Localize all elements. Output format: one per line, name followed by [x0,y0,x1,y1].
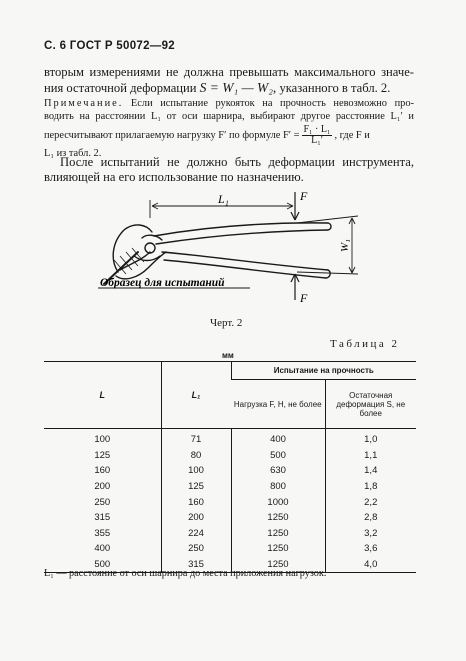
label-L1: L₁ [218,192,229,206]
table-row [44,526,416,542]
paragraph-line [44,80,414,96]
note-label: Примечание. [44,98,124,109]
table-cell: 3,6 [325,541,416,557]
group-header: Испытание на прочность [231,362,416,380]
note-line: L₁ из табл. 2. [44,148,102,159]
table-row [44,494,416,510]
table-cell: 1,8 [325,479,416,495]
table-cell: 630 [231,463,325,479]
table-cell: 100 [44,429,161,448]
table-cell: 3,2 [325,526,416,542]
specimen-label: Образец для испытаний [100,277,225,289]
paragraph-line: После испытаний не должно быть деформации инструмента, [60,155,414,169]
note-block [44,97,414,160]
table-cell: 2,2 [325,494,416,510]
table-cell: 800 [231,479,325,495]
table-cell: 1,4 [325,463,416,479]
table-cell: 1250 [231,526,325,542]
table-cell: 160 [94,465,111,477]
paragraph-deformation [44,65,414,96]
table-cell: 200 [94,481,111,493]
table-cell: 500 [44,557,161,573]
table-cell: 250 [161,541,231,557]
deformation-formula: S = W₁ — W₂, [199,80,277,95]
table-cell: 400 [231,429,325,448]
label-F-bottom: F [300,291,308,305]
text-span: ния остаточной деформации [44,81,200,95]
table-cell: 1,1 [325,448,416,464]
table-cell: 1250 [231,557,325,573]
table-footnote: L₁ — расстояние от оси шарнира до места приложения нагрузок. [44,568,327,579]
label-F-top: F [300,190,308,203]
page-header: С. 6 ГОСТ Р 50072—92 [44,40,175,52]
col-header-L1: L₁ [161,362,231,429]
col-header-load: Нагрузка F, Н, не более [231,380,325,429]
table-cell: 160 [161,494,231,510]
text-span: , где F и [334,129,370,141]
text-span: пересчитывают прилагаемую нагрузку F′ по формуле F′ = [44,129,300,141]
table-cell: 1,0 [325,429,416,448]
table-cell: 200 [161,510,231,526]
table-cell: 1250 [231,510,325,526]
table-caption: Таблица 2 [330,338,400,350]
table-cell: 224 [161,526,231,542]
table-cell: 71 [161,429,231,448]
text-span: Если испытание рукояток на прочность невозможно про- [123,98,414,109]
text-span: указанного в табл. 2. [276,81,391,95]
table-cell: 355 [94,527,111,539]
specs-table [44,361,416,573]
col-header-L: L [44,362,161,429]
table-cell: 4,0 [325,557,416,573]
fraction-numerator: F₁ · L₁ [303,124,331,135]
table-cell: 2,8 [325,510,416,526]
table-cell: 80 [161,448,231,464]
col-header-deformation: Остаточная деформация S, не более [325,380,416,429]
table-row [44,541,416,557]
note-line: водить на расстоянии L₁ от оси шарнира, выбирают другое расстояние L₁′ и [44,111,414,122]
pliers-test-figure [90,190,370,310]
table-cell: 1250 [231,541,325,557]
table-cell: 400 [94,543,111,555]
table-cell: 315 [94,512,111,524]
table-cell: 315 [161,557,231,573]
table-cell: 125 [161,479,231,495]
table-cell: 1000 [231,494,325,510]
figure-caption: Черт. 2 [210,317,243,329]
table-row [44,429,416,448]
lower-handle [162,252,328,270]
table-row [44,510,416,526]
table-row [44,479,416,495]
table-cell: 500 [231,448,325,464]
load-formula-fraction [302,125,333,146]
paragraph-after-test [44,155,414,185]
table-row [44,448,416,464]
note-line [44,125,414,146]
table-cell: 125 [94,449,111,461]
paragraph-line: влияющей на его использование по назначению. [44,170,304,184]
note-line [44,97,414,110]
table-cell: 250 [94,496,111,508]
label-W1: W₁ [339,239,351,252]
fraction-denominator: L₁′ [311,135,323,146]
table-unit: мм [222,351,234,360]
paragraph-line: вторым измерениями не должна превышать максимального значе- [44,65,414,79]
table-row [44,463,416,479]
table-cell: 100 [161,463,231,479]
